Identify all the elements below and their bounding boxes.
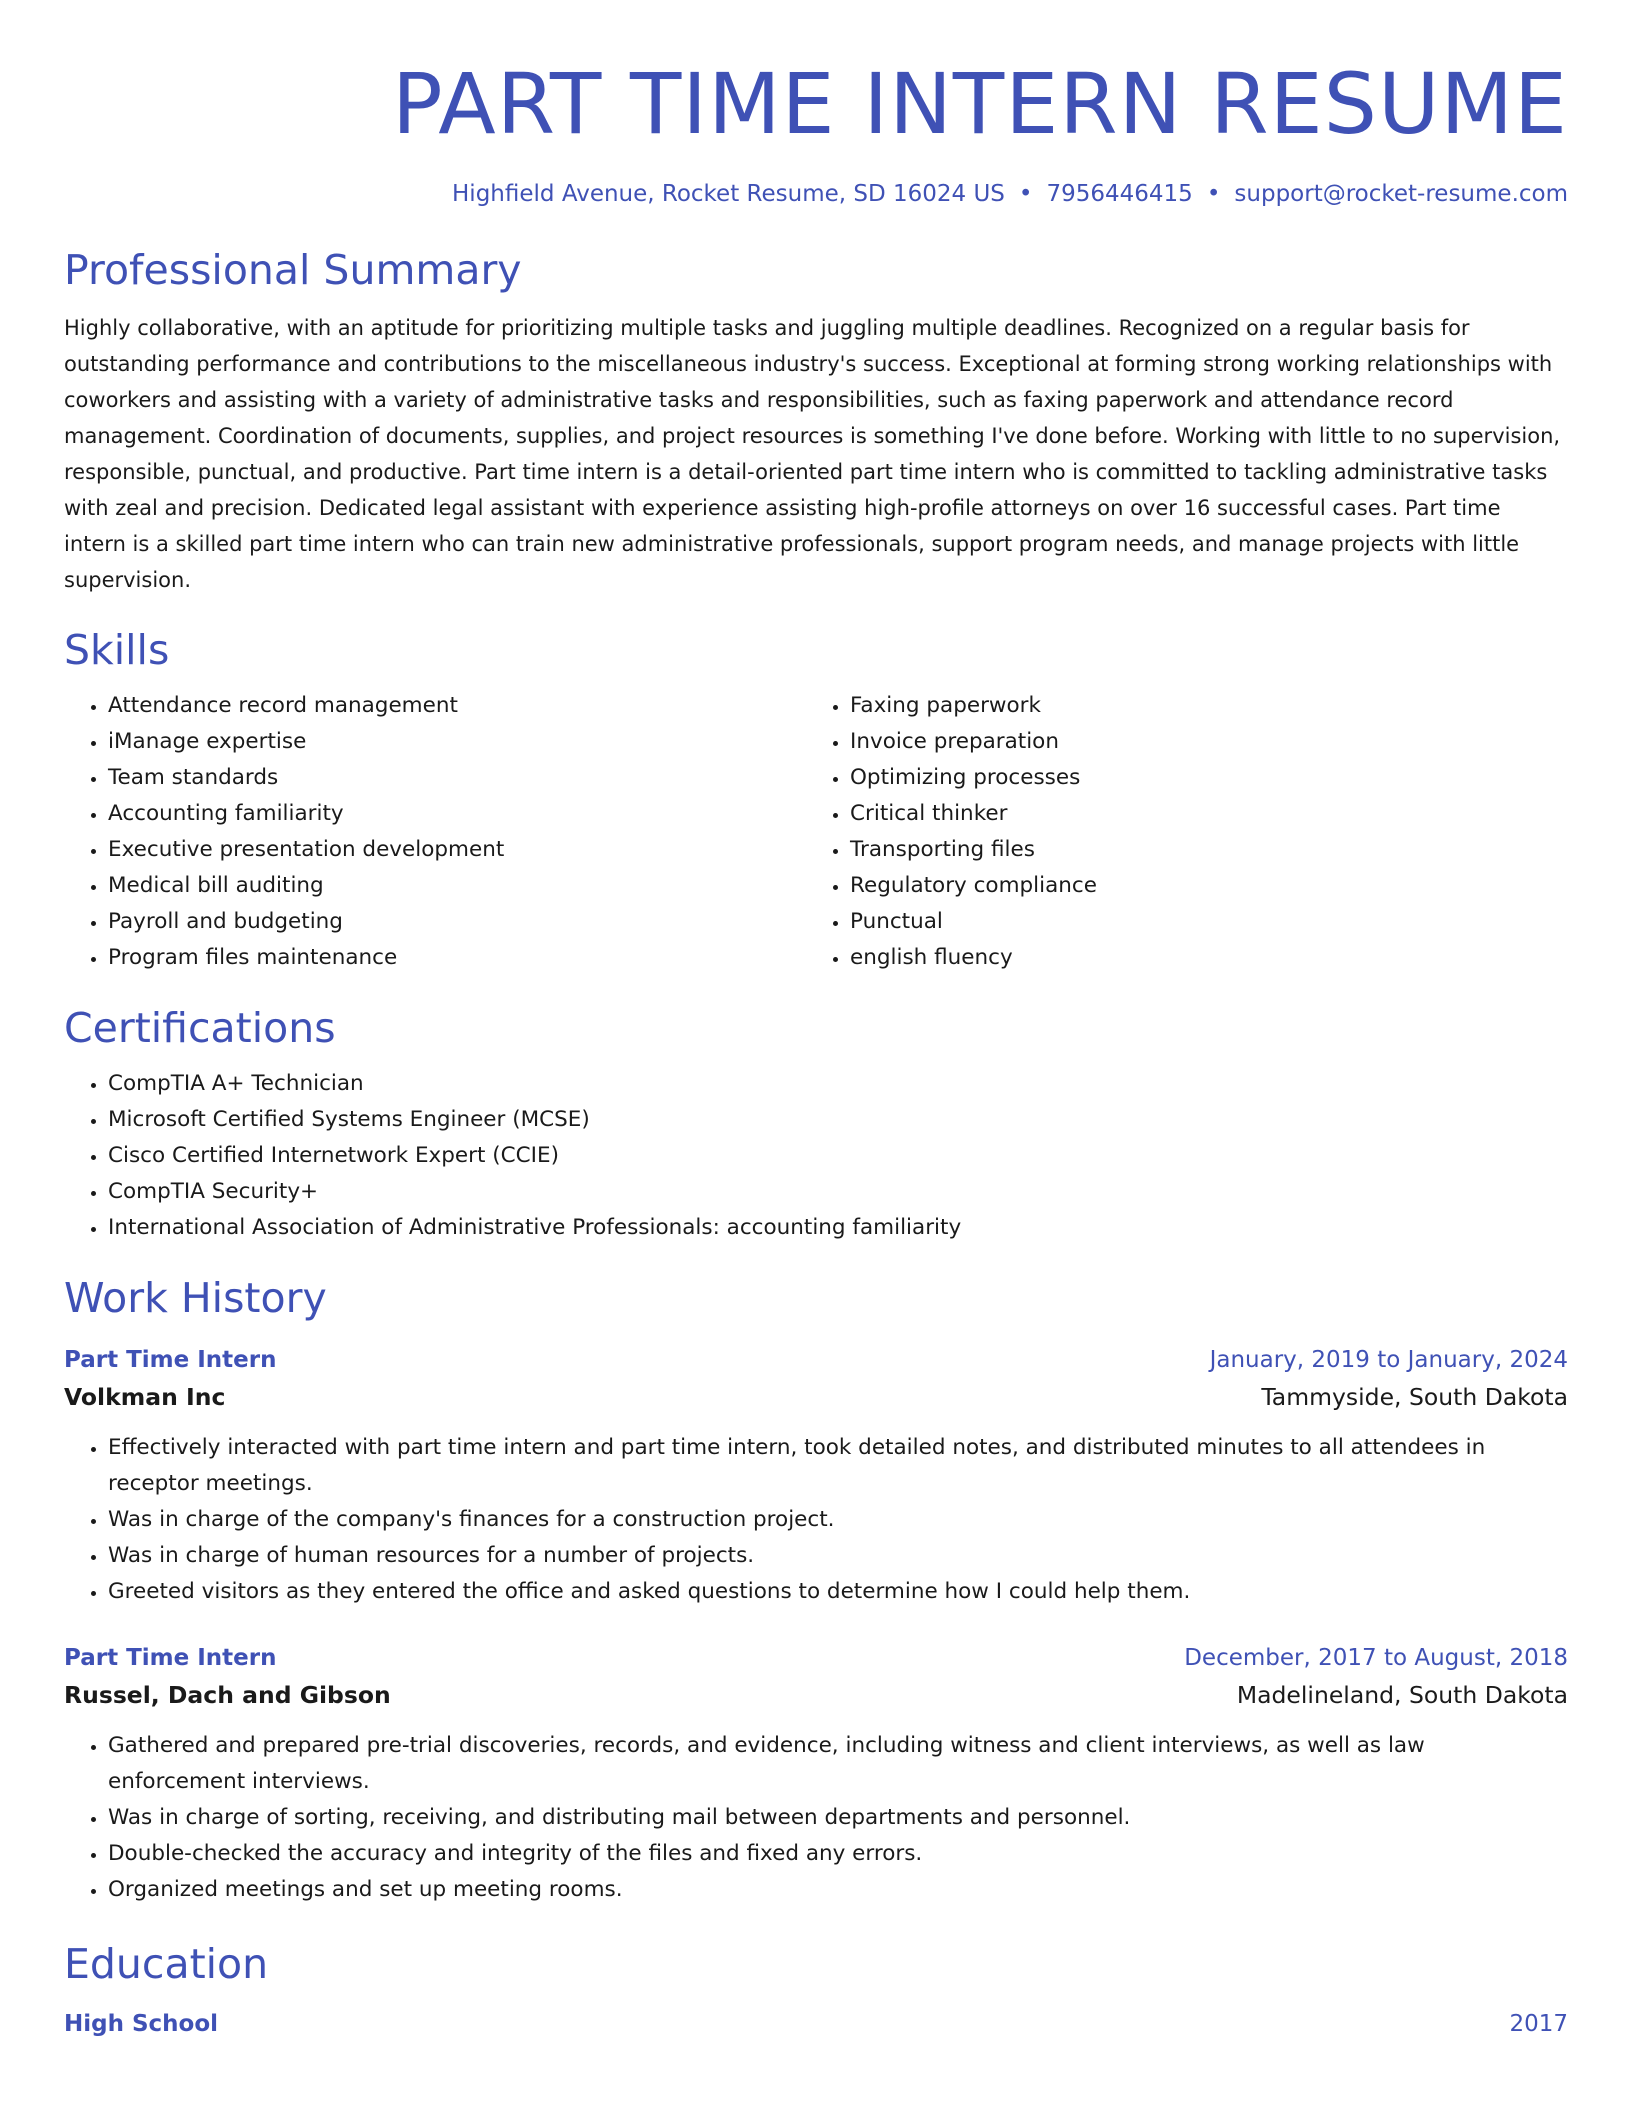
job-company-row — [64, 1676, 1568, 1714]
job-bullet: • Greeted visitors as they entered the office and asked questions to determine how I could help them. — [108, 1574, 1568, 1610]
contact-address: Highfield Avenue, Rocket Resume, SD 16024 US — [452, 181, 1005, 207]
contact-email[interactable]: support@rocket-resume.com — [1234, 181, 1568, 207]
job-company: Volkman Inc — [64, 1383, 226, 1411]
certification-item: • CompTIA Security+ — [108, 1174, 1568, 1210]
job-dates: December, 2017 to August, 2018 — [1184, 1645, 1568, 1671]
skill-item: • Optimizing processes — [850, 760, 1548, 796]
education-section — [64, 1936, 1568, 2042]
skill-item: • Program files maintenance — [108, 940, 806, 976]
summary-text: Highly collaborative, with an aptitude for prioritizing multiple tasks and juggling multiple deadlines. Recognized on a regular basis for outstanding performance and contributions to the miscellaneous industry's success. Exceptional at forming strong working relationships with coworkers and assisting with a variety of administrative tasks and responsibilities, such as faxing paperwork and attendance record management. Coordination of documents, supplies, and project resources is something I've done before. Working with little to no supervision, responsible, punctual, and productive. Part time intern is a detail-oriented part time intern who is committed to tackling administrative tasks with zeal and precision. Dedicated legal assistant with experience assisting high-profile attorneys on over 16 successful cases. Part time intern is a skilled part time intern who can train new administrative professionals, support program needs, and manage projects with little supervision. — [64, 316, 1561, 592]
skill-item: • Medical bill auditing — [108, 868, 806, 904]
job-dates: January, 2019 to January, 2024 — [1209, 1347, 1568, 1373]
job-bullet: • Was in charge of the company's finances for a construction project. — [108, 1502, 1568, 1538]
education-degree: High School — [64, 2011, 219, 2037]
work-history-heading: Work History — [64, 1274, 327, 1322]
resume-page — [64, 0, 1568, 2042]
certification-item: • Microsoft Certified Systems Engineer (MCSE) — [108, 1102, 1568, 1138]
skill-item: • Accounting familiarity — [108, 796, 806, 832]
skill-item: • Payroll and budgeting — [108, 904, 806, 940]
skill-item: • english fluency — [850, 940, 1548, 976]
skill-item: • Punctual — [850, 904, 1548, 940]
job-bullets — [64, 1430, 1568, 1610]
education-year: 2017 — [1509, 2011, 1568, 2037]
summary-section — [64, 242, 1568, 598]
skills-list-right — [806, 688, 1548, 976]
certifications-list — [64, 1066, 1568, 1246]
skill-item: • Transporting files — [850, 832, 1548, 868]
job-bullets — [64, 1728, 1568, 1908]
certification-item: • CompTIA A+ Technician — [108, 1066, 1568, 1102]
job-header-row — [64, 1640, 1568, 1676]
job-bullet: • Organized meetings and set up meeting rooms. — [108, 1872, 1568, 1908]
certifications-section — [64, 1000, 1568, 1246]
skill-item: • Faxing paperwork — [850, 688, 1548, 724]
education-entry — [64, 2006, 1568, 2042]
job-bullet: • Double-checked the accuracy and integrity of the files and fixed any errors. — [108, 1836, 1568, 1872]
job-bullet: • Was in charge of human resources for a number of projects. — [108, 1538, 1568, 1574]
work-history-section — [64, 1270, 1568, 1908]
job-company-row — [64, 1378, 1568, 1416]
education-heading: Education — [64, 1940, 269, 1988]
job-bullet: • Was in charge of sorting, receiving, and distributing mail between departments and personnel. — [108, 1800, 1568, 1836]
skill-item: • Attendance record management — [108, 688, 806, 724]
job-title: Part Time Intern — [64, 1347, 277, 1373]
contact-separator: • — [1206, 181, 1221, 207]
skill-item: • Invoice preparation — [850, 724, 1548, 760]
job-location: Tammyside, South Dakota — [1261, 1383, 1568, 1411]
contact-separator: • — [1018, 181, 1033, 207]
job-title: Part Time Intern — [64, 1645, 277, 1671]
skill-item: • Executive presentation development — [108, 832, 806, 868]
job-location: Madelineland, South Dakota — [1236, 1681, 1568, 1709]
skills-section — [64, 622, 1568, 976]
skill-item: • Regulatory compliance — [850, 868, 1548, 904]
certification-item: • International Association of Administrative Professionals: accounting familiarity — [108, 1210, 1568, 1246]
certification-item: • Cisco Certified Internetwork Expert (CCIE) — [108, 1138, 1568, 1174]
summary-heading: Professional Summary — [64, 246, 522, 294]
skills-list-left — [64, 688, 806, 976]
job-entry — [64, 1640, 1568, 1908]
job-header-row — [64, 1342, 1568, 1378]
job-entry — [64, 1342, 1568, 1610]
skill-item: • Team standards — [108, 760, 806, 796]
job-bullet: • Effectively interacted with part time intern and part time intern, took detailed notes, and distributed minutes to all attendees in receptor meetings. — [108, 1430, 1568, 1502]
skill-item: • Critical thinker — [850, 796, 1548, 832]
resume-title: PART TIME INTERN RESUME — [391, 55, 1568, 153]
job-company: Russel, Dach and Gibson — [64, 1681, 391, 1709]
skills-columns — [64, 688, 1568, 976]
skill-item: • iManage expertise — [108, 724, 806, 760]
skills-heading: Skills — [64, 626, 170, 674]
job-bullet: • Gathered and prepared pre-trial discoveries, records, and evidence, including witness and client interviews, as well as law enforcement interviews. — [108, 1728, 1568, 1800]
certifications-heading: Certifications — [64, 1004, 336, 1052]
contact-line — [64, 178, 1568, 210]
contact-phone: 7956446415 — [1046, 181, 1193, 207]
